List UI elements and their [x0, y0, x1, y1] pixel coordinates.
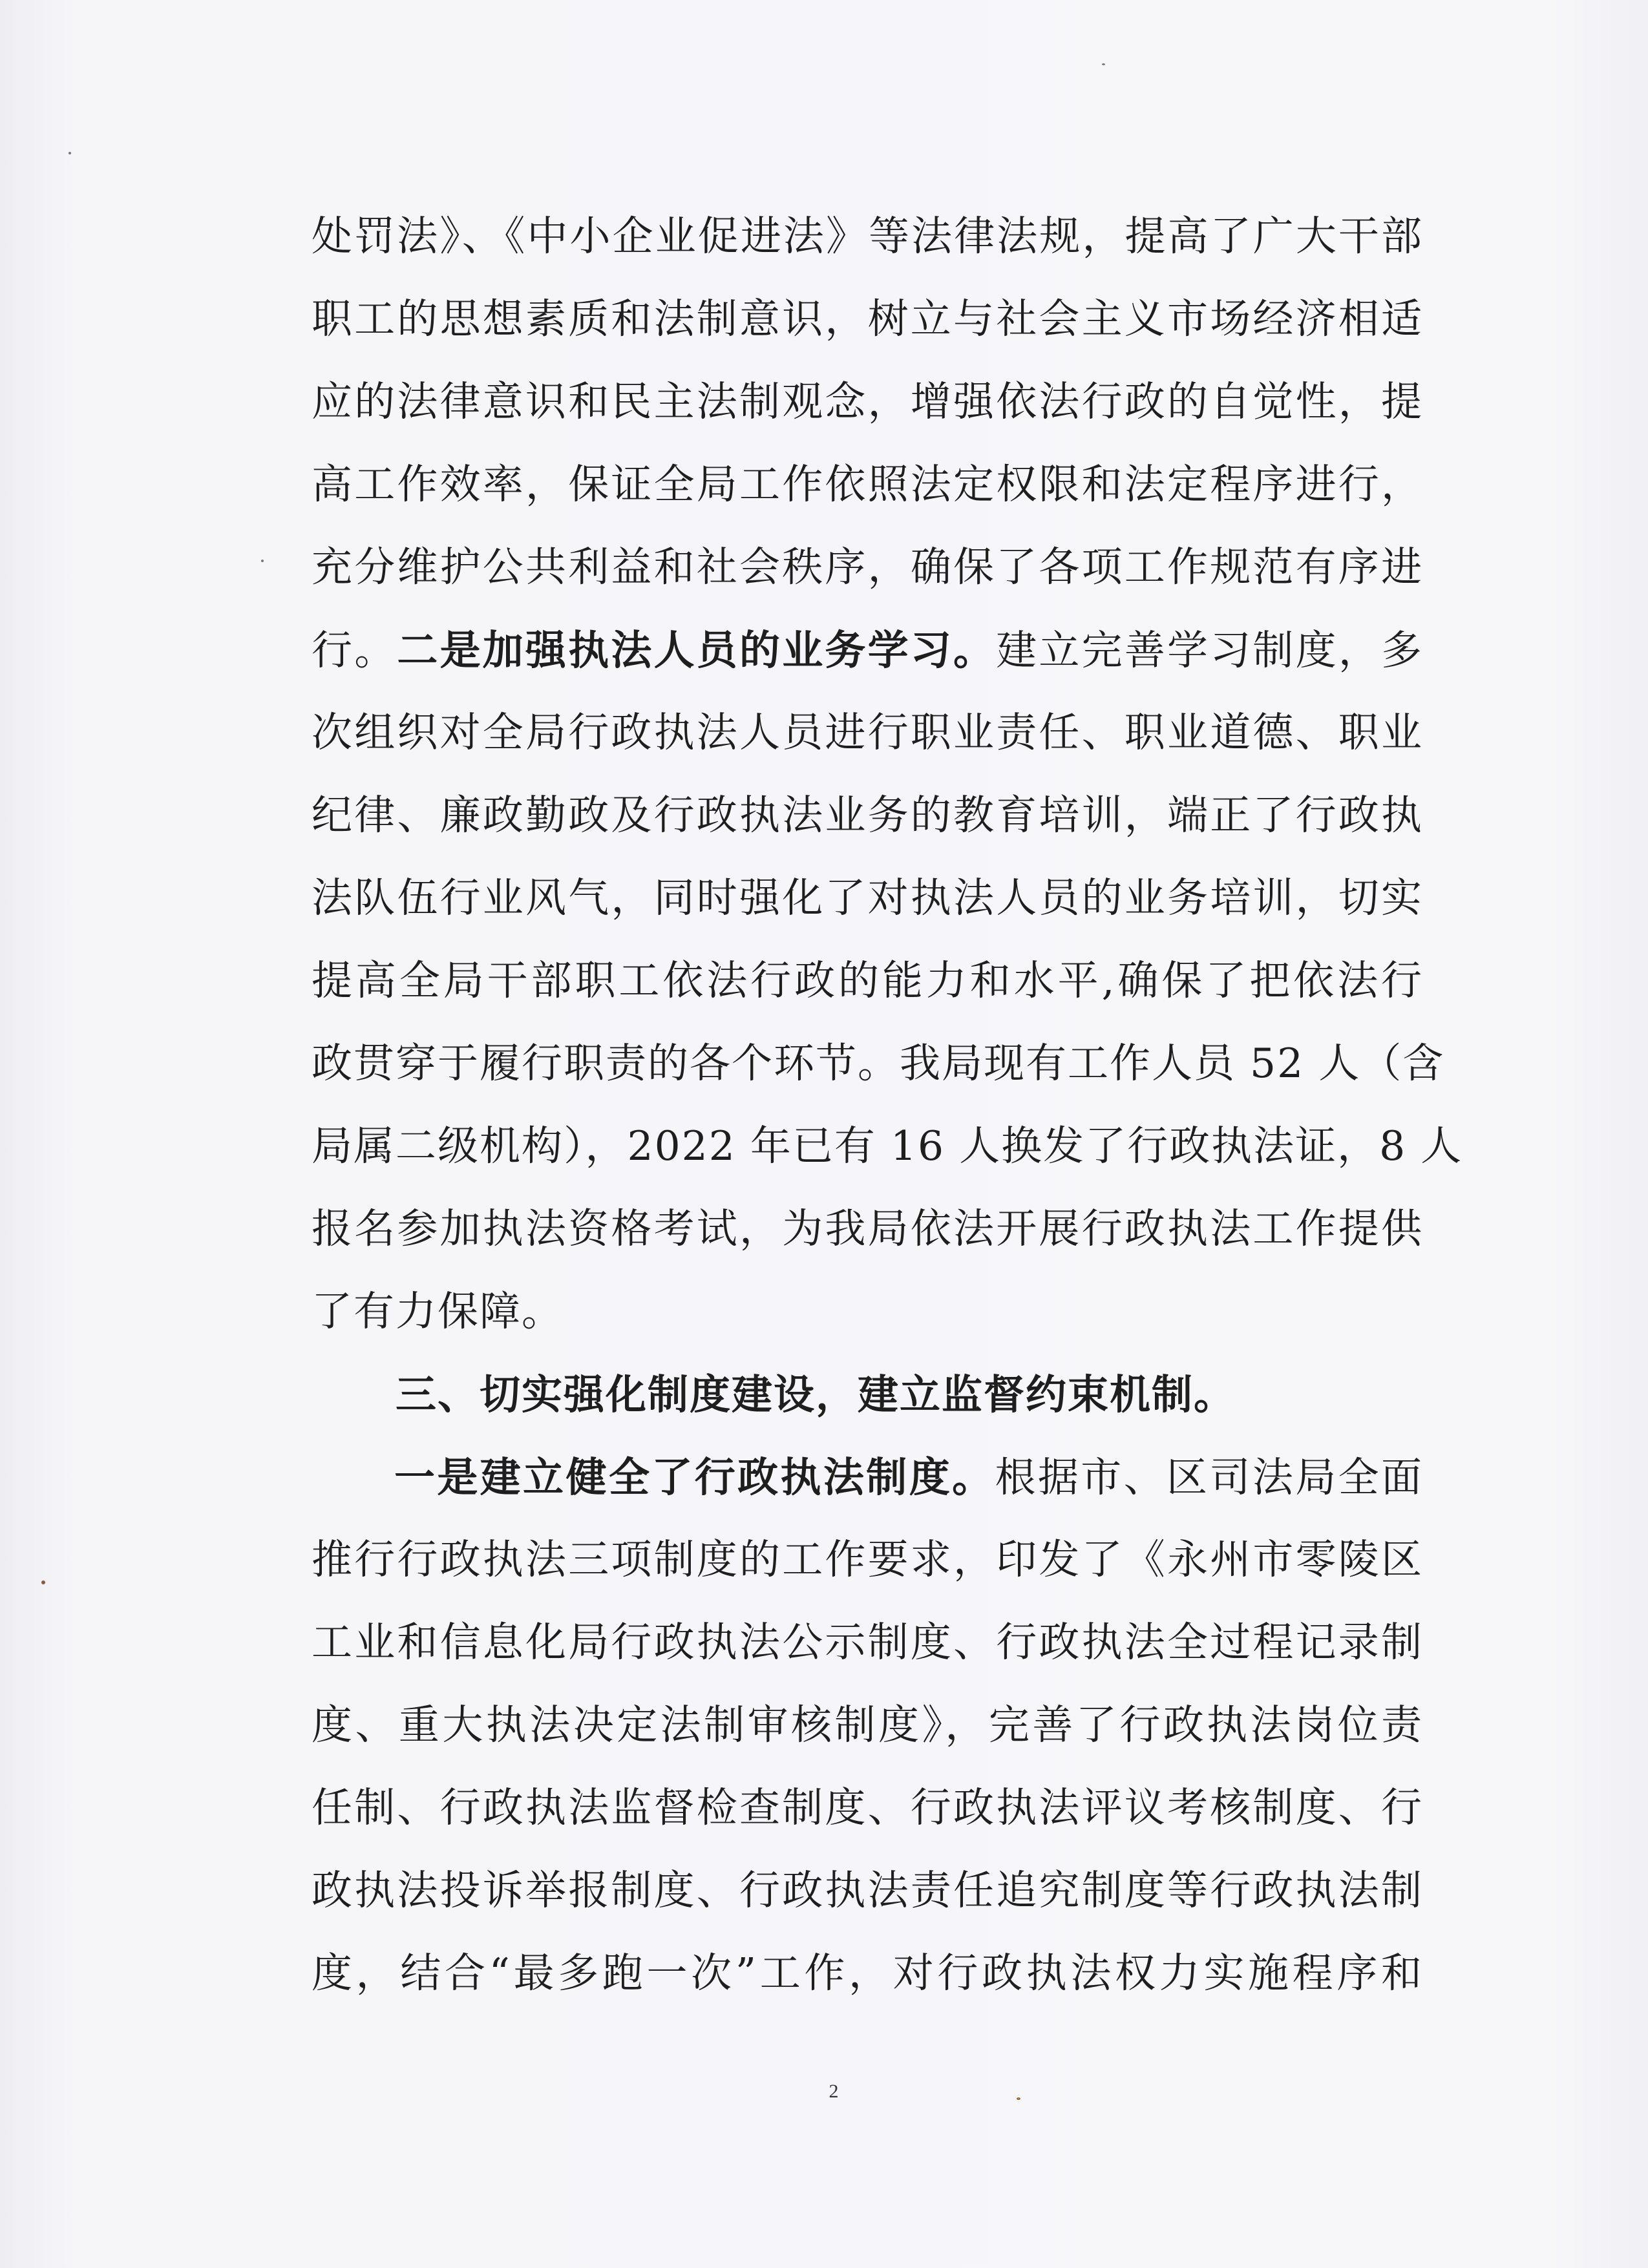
body-text	[312, 195, 1463, 2015]
text-line: 高工作效率，保证全局工作依照法定权限和法定程序进行，	[312, 461, 1423, 508]
text-line: 任制、行政执法监督检查制度、行政执法评议考核制度、行	[312, 1784, 1423, 1831]
scan-speck	[41, 1580, 45, 1584]
text-line: 度、重大执法决定法制审核制度》，完善了行政执法岗位责	[312, 1701, 1423, 1748]
text-line: 报名参加执法资格考试，为我局依法开展行政执法工作提供	[312, 1205, 1423, 1252]
scan-speck	[261, 560, 264, 562]
text-line: 政贯穿于履行职责的各个环节。我局现有工作人员 52 人（含	[312, 1040, 1445, 1087]
bold-point-heading: 二是加强执法人员的业务学习。	[397, 626, 997, 674]
text-line: 法队伍行业风气，同时强化了对执法人员的业务培训，切实	[312, 874, 1423, 921]
text-line: 纪律、廉政勤政及行政执法业务的教育培训，端正了行政执	[312, 792, 1423, 839]
text-line: 充分维护公共利益和社会秩序，确保了各项工作规范有序进	[312, 543, 1423, 591]
bold-point-heading: 一是建立健全了行政执法制度。	[394, 1453, 995, 1501]
text-line-mixed	[312, 609, 1423, 691]
scan-speck	[1102, 63, 1105, 65]
text-line: 工业和信息化局行政执法公示制度、行政执法全过程记录制	[312, 1619, 1423, 1666]
text-line-mixed	[312, 1436, 1423, 1518]
section-heading: 三、切实强化制度建设，建立监督约束机制。	[396, 1370, 1236, 1418]
text-line: 局属二级机构），2022 年已有 16 人换发了行政执法证，8 人	[312, 1122, 1463, 1170]
text-line: 推行行政执法三项制度的工作要求，印发了《永州市零陵区	[312, 1536, 1423, 1583]
text-line: 度，结合“最多跑一次”工作，对行政执法权力实施程序和	[312, 1949, 1423, 1997]
text-line: 了有力保障。	[312, 1288, 564, 1335]
scan-speck	[69, 152, 71, 154]
text-line: 职工的思想素质和法制意识，树立与社会主义市场经济相适	[312, 295, 1423, 342]
text-line: 政执法投诉举报制度、行政执法责任追究制度等行政执法制	[312, 1867, 1423, 1914]
text-line: 提高全局干部职工依法行政的能力和水平,确保了把依法行	[312, 957, 1423, 1004]
text-run: 建立完善学习制度，多	[996, 627, 1424, 674]
text-run: 根据市、区司法局全面	[995, 1454, 1424, 1501]
text-line: 次组织对全局行政执法人员进行职业责任、职业道德、职业	[312, 709, 1423, 756]
text-run: 行。	[312, 627, 397, 674]
scan-speck	[1017, 2097, 1020, 2100]
text-line: 处罚法》、《中小企业促进法》等法律法规，提高了广大干部	[312, 213, 1423, 260]
text-line: 应的法律意识和民主法制观念，增强依法行政的自觉性，提	[312, 378, 1423, 425]
page-number: 2	[829, 2081, 839, 2102]
